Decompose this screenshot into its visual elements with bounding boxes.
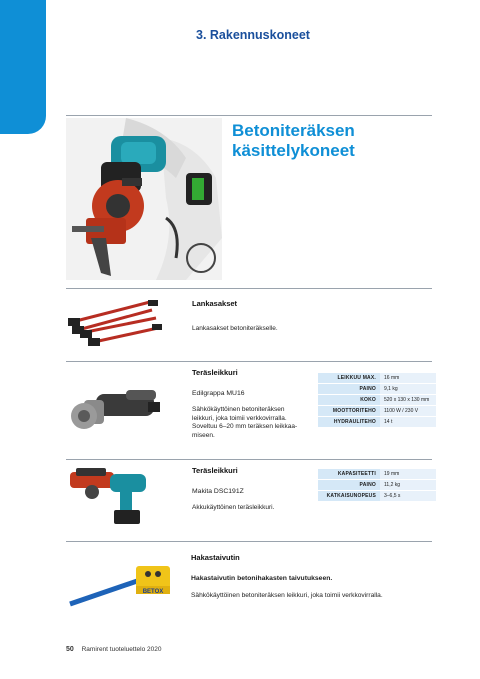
spec-row: KATKAISUNOPEUS 3–6,5 s	[318, 491, 436, 502]
product-photo-rebar-cutter	[66, 380, 166, 440]
product-title: Hakastaivutin	[191, 553, 240, 562]
product-description: Lankasakset betoniteräkselle.	[192, 325, 278, 332]
betox-brand-label: BETOX	[142, 589, 164, 595]
hero-product-photo	[66, 118, 222, 280]
product-description: Sähkökäyttöinen betoniteräksen leikkuri, joka toimii verkkovirralla. Soveltuu 6–20 mm teräksen leikkaa- miseen.	[192, 406, 298, 439]
product-model: Edilgrappa MU16	[192, 390, 245, 397]
product-model: Makita DSC191Z	[192, 488, 244, 495]
section-tab	[0, 0, 46, 134]
footer	[66, 646, 161, 653]
section-title: 3. Rakennuskoneet	[196, 28, 310, 42]
hero-title-line-1: Betoniteräksen	[232, 121, 355, 140]
spec-row: HYDRAULITEHO 14 t	[318, 417, 436, 428]
spec-row: LEIKKUU MAX. 16 mm	[318, 373, 436, 384]
divider	[66, 361, 432, 362]
product-description: Sähkökäyttöinen betoniteräksen leikkuri, joka toimii verkkovirralla.	[191, 592, 383, 599]
spec-row: KAPASITEETTI 19 mm	[318, 469, 436, 480]
hero-title-line-2: käsittelykoneet	[232, 141, 355, 160]
product-subtitle: Hakastaivutin betonihakasten taivutukseen.	[191, 575, 333, 582]
hero-title	[232, 121, 432, 161]
product-title: Teräsleikkuri	[192, 368, 238, 377]
product-description: Akkukäyttöinen teräsleikkuri.	[192, 504, 275, 511]
product-title: Teräsleikkuri	[192, 466, 238, 475]
spec-row: KOKO 520 x 130 x 130 mm	[318, 395, 436, 406]
product-photo-rebar-bender	[66, 560, 176, 610]
product-photo-cordless-cutter	[66, 466, 156, 528]
product-photo-wire-cutters	[66, 296, 166, 348]
product-title: Lankasakset	[192, 299, 238, 308]
divider	[66, 288, 432, 289]
spec-row: PAINO 11,2 kg	[318, 480, 436, 491]
divider	[66, 459, 432, 460]
spec-row: MOOTTORITEHO 1100 W / 230 V	[318, 406, 436, 417]
spec-table	[318, 469, 436, 501]
spec-row: PAINO 9,1 kg	[318, 384, 436, 395]
catalog-name: Ramirent tuoteluettelo 2020	[81, 646, 162, 653]
page-number: 50	[66, 646, 74, 653]
spec-table	[318, 373, 436, 427]
divider	[66, 115, 432, 116]
divider	[66, 541, 432, 542]
